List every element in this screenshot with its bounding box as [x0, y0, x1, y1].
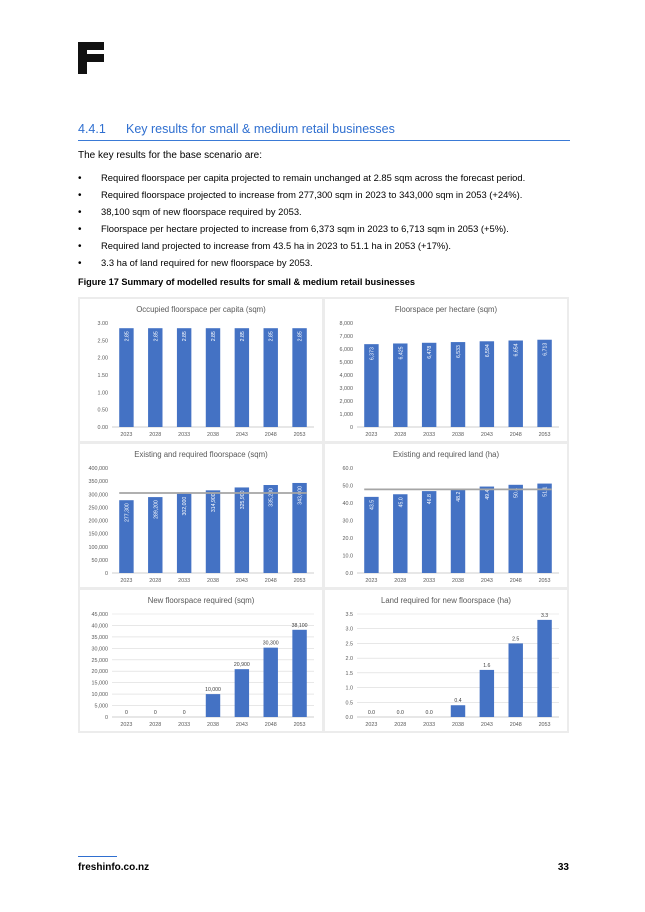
data-label: 30,300: [262, 640, 279, 647]
data-label: 6,478: [427, 345, 434, 359]
y-tick-label: 0.0: [345, 571, 353, 577]
chart-panel-per-capita: [80, 299, 322, 441]
data-label: 0.0: [425, 710, 433, 716]
y-tick-label: 40.0: [342, 501, 353, 507]
bullet-icon: •: [78, 190, 82, 201]
bullet-icon: •: [78, 241, 82, 252]
x-tick-label: 2038: [452, 722, 464, 728]
bar: [206, 328, 220, 427]
x-tick-label: 2053: [538, 432, 551, 438]
y-tick-label: 8,000: [339, 321, 353, 327]
y-tick-label: 20.0: [342, 536, 353, 542]
data-label: 50.4: [513, 487, 520, 498]
data-label: 325,900: [239, 490, 246, 510]
bar: [264, 648, 278, 717]
data-label: 314,900: [211, 493, 217, 513]
y-tick-label: 10.0: [342, 553, 353, 560]
data-label: 343,000: [297, 485, 304, 505]
x-tick-label: 2053: [538, 578, 551, 584]
x-tick-label: 2028: [149, 722, 162, 728]
y-tick-label: 30.0: [342, 518, 353, 525]
y-tick-label: 0.5: [345, 700, 353, 707]
data-label: 277,300: [124, 503, 131, 522]
y-tick-label: 200,000: [88, 518, 108, 525]
data-label: 6,373: [369, 347, 376, 361]
data-label: 6,425: [398, 346, 405, 360]
figure-caption: Figure 17 Summary of modelled results for small & medium retail businesses: [78, 277, 415, 287]
data-label: 51.1: [542, 486, 549, 497]
x-tick-label: 2023: [120, 722, 133, 728]
bullet-item: • Floorspace per hectare projected to increase from 6,373 sqm in 2023 to 6,713 sqm in 2053 (+5%).: [78, 223, 509, 235]
data-label: 289,200: [153, 500, 160, 519]
chart-panel-land: [325, 444, 567, 587]
data-label: 6,533: [456, 345, 462, 359]
data-label: 6,654: [513, 343, 520, 357]
chart-new-floorspace: [80, 590, 322, 731]
x-tick-label: 2028: [394, 722, 407, 728]
bullet-item: • Required land projected to increase from 43.5 ha in 2023 to 51.1 ha in 2053 (+17%).: [78, 240, 451, 252]
bar: [292, 630, 306, 717]
y-tick-label: 3.0: [345, 626, 353, 633]
y-tick-label: 1.50: [97, 373, 108, 379]
x-tick-label: 2028: [394, 578, 407, 584]
x-tick-label: 2033: [178, 578, 191, 584]
y-tick-label: 10,000: [91, 692, 108, 699]
chart-panel-new-floorspace: [80, 590, 322, 731]
x-tick-label: 2053: [538, 722, 551, 728]
y-tick-label: 5,000: [94, 703, 108, 710]
bar: [264, 328, 278, 427]
y-tick-label: 2.5: [345, 641, 353, 648]
y-tick-label: 2.0: [345, 656, 353, 663]
bar: [235, 669, 249, 717]
chart-floorspace: [80, 444, 322, 587]
y-tick-label: 50,000: [91, 557, 108, 564]
data-label: 0: [182, 710, 186, 716]
data-label: 0.0: [367, 710, 376, 716]
data-label: 0: [153, 710, 157, 716]
chart-panel-per-hectare: [325, 299, 567, 441]
chart-title: Floorspace per hectare (sqm): [394, 305, 498, 314]
bar: [148, 328, 162, 427]
chart-title: New floorspace required (sqm): [147, 596, 255, 605]
data-label: 2.85: [124, 331, 131, 342]
chart-panel-new-land: [325, 590, 567, 731]
x-tick-label: 2038: [207, 578, 219, 584]
y-tick-label: 15,000: [91, 680, 108, 687]
chart-new-land: [325, 590, 567, 731]
x-tick-label: 2043: [480, 578, 493, 584]
y-tick-label: 35,000: [91, 634, 108, 641]
data-label: 2.85: [268, 331, 275, 342]
y-tick-label: 0: [105, 571, 108, 577]
bar: [177, 328, 191, 427]
data-label: 0: [124, 710, 128, 716]
x-tick-label: 2023: [120, 578, 133, 584]
y-tick-label: 100,000: [88, 544, 108, 551]
y-tick-label: 2,000: [339, 399, 353, 405]
bar: [509, 643, 523, 717]
y-tick-label: 1,000: [339, 412, 353, 418]
section-title: Key results for small & medium retail businesses: [126, 122, 395, 136]
x-tick-label: 2033: [423, 432, 436, 438]
intro-text: The key results for the base scenario are:: [78, 150, 262, 161]
x-tick-label: 2023: [365, 432, 378, 438]
footer-site: freshinfo.co.nz: [78, 862, 150, 873]
chart-land: [325, 444, 567, 587]
figure-charts: [78, 297, 569, 733]
data-label: 1.6: [483, 662, 491, 669]
x-tick-label: 2038: [207, 722, 219, 728]
page-number: 33: [557, 862, 569, 873]
data-label: 46.8: [427, 494, 434, 505]
y-tick-label: 1.00: [97, 390, 108, 397]
x-tick-label: 2023: [365, 722, 378, 728]
data-label: 2.85: [297, 331, 304, 342]
data-label: 302,000: [182, 496, 189, 516]
bullet-icon: •: [78, 224, 82, 235]
data-label: 48.2: [456, 491, 462, 502]
bullet-list: [78, 172, 578, 274]
x-tick-label: 2023: [365, 578, 378, 584]
y-tick-label: 1.0: [345, 685, 353, 692]
data-label: 0.0: [396, 710, 404, 716]
y-tick-label: 150,000: [88, 531, 108, 538]
y-tick-label: 7,000: [339, 334, 353, 340]
bullet-item: • 3.3 ha of land required for new floorspace by 2053.: [78, 257, 313, 269]
y-tick-label: 3.5: [345, 612, 353, 618]
data-label: 43.5: [369, 499, 376, 510]
y-tick-label: 300,000: [88, 492, 108, 499]
bar: [451, 705, 465, 717]
x-tick-label: 2038: [452, 578, 464, 584]
data-label: 0.4: [454, 698, 462, 705]
y-tick-label: 400,000: [88, 466, 108, 472]
x-tick-label: 2043: [235, 578, 248, 584]
x-tick-label: 2048: [264, 432, 277, 438]
x-tick-label: 2028: [394, 432, 407, 438]
bar: [235, 328, 249, 427]
section-heading: [78, 122, 570, 141]
data-label: 45.0: [398, 497, 405, 508]
data-label: 3.3: [540, 612, 549, 619]
bullet-item: • 38,100 sqm of new floorspace required by 2053.: [78, 206, 302, 218]
y-tick-label: 50.0: [342, 483, 353, 490]
x-tick-label: 2053: [293, 432, 306, 438]
y-tick-label: 30,000: [91, 646, 108, 653]
y-tick-label: 0: [105, 715, 108, 721]
x-tick-label: 2048: [509, 432, 522, 438]
data-label: 6,713: [542, 342, 549, 356]
bar: [119, 328, 133, 427]
data-label: 20,900: [233, 662, 250, 669]
y-tick-label: 0: [350, 425, 353, 431]
y-tick-label: 3.00: [97, 321, 108, 327]
x-tick-label: 2038: [452, 432, 464, 438]
y-tick-label: 250,000: [88, 505, 108, 512]
bar: [206, 694, 220, 717]
x-tick-label: 2053: [293, 722, 306, 728]
y-tick-label: 3,000: [339, 386, 353, 392]
x-tick-label: 2043: [235, 722, 248, 728]
y-tick-label: 4,000: [339, 373, 353, 379]
x-tick-label: 2033: [178, 432, 191, 438]
x-tick-label: 2028: [149, 578, 162, 584]
data-label: 2.85: [239, 331, 246, 342]
y-tick-label: 6,000: [339, 347, 353, 353]
data-label: 38,100: [291, 622, 308, 629]
y-tick-label: 350,000: [88, 479, 108, 486]
data-label: 49.4: [484, 489, 491, 500]
x-tick-label: 2048: [509, 578, 522, 584]
bullet-icon: •: [78, 207, 82, 218]
data-label: 2.5: [512, 636, 520, 643]
x-tick-label: 2048: [509, 722, 522, 728]
bar: [480, 670, 494, 717]
y-tick-label: 2.00: [97, 355, 108, 362]
x-tick-label: 2048: [264, 578, 277, 584]
x-tick-label: 2038: [207, 432, 219, 438]
x-tick-label: 2048: [264, 722, 277, 728]
x-tick-label: 2043: [480, 432, 493, 438]
x-tick-label: 2033: [178, 722, 191, 728]
data-label: 2.85: [182, 331, 189, 342]
y-tick-label: 0.0: [345, 715, 353, 721]
x-tick-label: 2028: [149, 432, 162, 438]
logo-icon: [78, 42, 104, 74]
data-label: 2.85: [211, 331, 217, 342]
chart-title: Existing and required floorspace (sqm): [134, 450, 268, 459]
bar: [537, 620, 551, 717]
footer-rule: [78, 856, 117, 857]
y-tick-label: 1.5: [345, 670, 353, 677]
bullet-icon: •: [78, 258, 82, 269]
data-label: 6,594: [484, 344, 491, 358]
y-tick-label: 0.50: [97, 407, 108, 414]
y-tick-label: 5,000: [339, 360, 353, 366]
chart-panel-floorspace: [80, 444, 322, 587]
chart-per-capita: [80, 299, 322, 441]
data-label: 2.85: [153, 331, 160, 342]
y-tick-label: 45,000: [91, 612, 108, 618]
data-label: 10,000: [205, 687, 221, 694]
chart-title: Occupied floorspace per capita (sqm): [136, 305, 266, 314]
bullet-item: • Required floorspace projected to increase from 277,300 sqm in 2023 to 343,000 sqm in 2053 (+24%).: [78, 189, 523, 201]
x-tick-label: 2033: [423, 722, 436, 728]
y-tick-label: 40,000: [91, 623, 108, 630]
x-tick-label: 2033: [423, 578, 436, 584]
x-tick-label: 2043: [235, 432, 248, 438]
x-tick-label: 2043: [480, 722, 493, 728]
chart-per-hectare: [325, 299, 567, 441]
bar: [292, 328, 306, 427]
x-tick-label: 2053: [293, 578, 306, 584]
y-tick-label: 2.50: [97, 338, 108, 345]
x-tick-label: 2023: [120, 432, 133, 438]
section-number: 4.4.1: [78, 122, 106, 136]
chart-title: Land required for new floorspace (ha): [380, 596, 512, 605]
y-tick-label: 0.00: [97, 425, 108, 431]
chart-title: Existing and required land (ha): [392, 450, 500, 459]
y-tick-label: 60.0: [342, 466, 353, 472]
y-tick-label: 20,000: [91, 669, 108, 676]
bullet-item: • Required floorspace per capita projected to remain unchanged at 2.85 sqm across the forecast period.: [78, 172, 526, 184]
bullet-icon: •: [78, 173, 82, 184]
y-tick-label: 25,000: [91, 657, 108, 664]
data-label: 335,200: [268, 488, 275, 507]
